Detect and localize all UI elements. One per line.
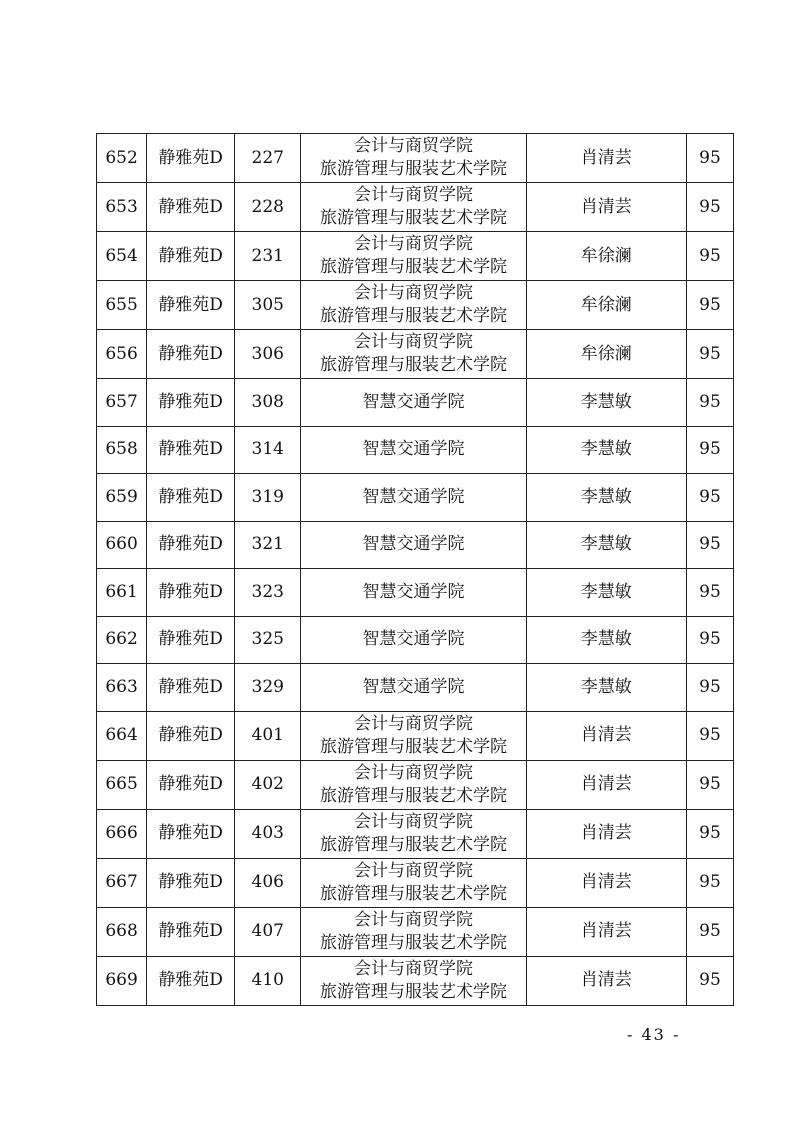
table-row [97, 134, 734, 183]
table-row [97, 711, 734, 760]
building-cell: 静雅苑D [147, 426, 235, 474]
score-cell: 95 [686, 474, 733, 522]
college-name: 会计与商贸学院 [353, 283, 473, 303]
row-number-cell: 653 [97, 183, 147, 232]
college-cell [301, 664, 526, 712]
room-number-cell: 407 [235, 907, 301, 956]
table-row [97, 426, 734, 474]
row-number-cell: 654 [97, 232, 147, 281]
college-cell [301, 616, 526, 664]
college-cell [301, 426, 526, 474]
score-cell: 95 [686, 569, 733, 617]
college-name: 会计与商贸学院 [353, 811, 473, 832]
college-cell [301, 956, 526, 1005]
teacher-name-cell: 李慧敏 [526, 521, 686, 569]
dormitory-score-table-container [96, 133, 734, 1006]
college-name: 会计与商贸学院 [353, 713, 473, 734]
college-cell [301, 569, 526, 617]
building-cell: 静雅苑D [147, 664, 235, 712]
room-number-cell: 314 [235, 426, 301, 474]
room-number-cell: 321 [235, 521, 301, 569]
teacher-name-cell: 肖清芸 [526, 956, 686, 1005]
room-number-cell: 319 [235, 474, 301, 522]
row-number-cell: 657 [97, 379, 147, 427]
score-cell: 95 [686, 379, 733, 427]
building-cell: 静雅苑D [147, 809, 235, 858]
room-number-cell: 403 [235, 809, 301, 858]
college-name: 智慧交通学院 [362, 391, 465, 412]
college-name: 智慧交通学院 [362, 581, 465, 602]
room-number-cell: 410 [235, 956, 301, 1005]
room-number-cell: 401 [235, 711, 301, 760]
room-number-cell: 323 [235, 569, 301, 617]
college-name: 智慧交通学院 [362, 439, 465, 460]
row-number-cell: 669 [97, 956, 147, 1005]
teacher-name-cell: 牟徐澜 [526, 232, 686, 281]
score-cell: 95 [686, 907, 733, 956]
row-number-cell: 665 [97, 760, 147, 809]
college-name: 旅游管理与服装艺术学院 [319, 785, 507, 806]
teacher-name-cell: 李慧敏 [526, 426, 686, 474]
college-name: 智慧交通学院 [362, 676, 465, 697]
room-number-cell: 231 [235, 232, 301, 281]
college-name: 会计与商贸学院 [353, 234, 473, 254]
table-row [97, 330, 734, 379]
room-number-cell: 406 [235, 858, 301, 907]
room-number-cell: 228 [235, 183, 301, 232]
score-cell: 95 [686, 616, 733, 664]
row-number-cell: 663 [97, 664, 147, 712]
building-cell: 静雅苑D [147, 711, 235, 760]
college-cell [301, 760, 526, 809]
table-body [97, 134, 734, 1006]
teacher-name-cell: 李慧敏 [526, 474, 686, 522]
teacher-name-cell: 李慧敏 [526, 379, 686, 427]
teacher-name-cell: 肖清芸 [526, 809, 686, 858]
row-number-cell: 658 [97, 426, 147, 474]
table-row [97, 379, 734, 427]
college-name: 旅游管理与服装艺术学院 [319, 355, 507, 375]
score-cell: 95 [686, 664, 733, 712]
table-row [97, 474, 734, 522]
building-cell: 静雅苑D [147, 134, 235, 183]
room-number-cell: 329 [235, 664, 301, 712]
teacher-name-cell: 肖清芸 [526, 711, 686, 760]
college-name: 旅游管理与服装艺术学院 [319, 306, 507, 326]
college-cell [301, 858, 526, 907]
college-name: 旅游管理与服装艺术学院 [319, 981, 507, 1002]
score-cell: 95 [686, 134, 733, 183]
building-cell: 静雅苑D [147, 907, 235, 956]
building-cell: 静雅苑D [147, 474, 235, 522]
building-cell: 静雅苑D [147, 616, 235, 664]
score-cell: 95 [686, 330, 733, 379]
row-number-cell: 656 [97, 330, 147, 379]
college-cell [301, 521, 526, 569]
row-number-cell: 667 [97, 858, 147, 907]
building-cell: 静雅苑D [147, 379, 235, 427]
room-number-cell: 227 [235, 134, 301, 183]
college-cell [301, 711, 526, 760]
score-cell: 95 [686, 956, 733, 1005]
college-name: 会计与商贸学院 [353, 762, 473, 783]
row-number-cell: 661 [97, 569, 147, 617]
teacher-name-cell: 牟徐澜 [526, 281, 686, 330]
college-name: 智慧交通学院 [362, 629, 465, 650]
college-name: 会计与商贸学院 [353, 185, 473, 205]
college-cell [301, 474, 526, 522]
teacher-name-cell: 肖清芸 [526, 858, 686, 907]
table-row [97, 664, 734, 712]
building-cell: 静雅苑D [147, 569, 235, 617]
score-cell: 95 [686, 521, 733, 569]
college-name: 会计与商贸学院 [353, 909, 473, 930]
college-cell [301, 809, 526, 858]
college-name: 会计与商贸学院 [353, 958, 473, 979]
table-row [97, 521, 734, 569]
row-number-cell: 659 [97, 474, 147, 522]
building-cell: 静雅苑D [147, 956, 235, 1005]
building-cell: 静雅苑D [147, 858, 235, 907]
score-cell: 95 [686, 426, 733, 474]
college-cell [301, 183, 526, 232]
teacher-name-cell: 肖清芸 [526, 183, 686, 232]
college-name: 旅游管理与服装艺术学院 [319, 932, 507, 953]
row-number-cell: 662 [97, 616, 147, 664]
teacher-name-cell: 肖清芸 [526, 907, 686, 956]
row-number-cell: 666 [97, 809, 147, 858]
room-number-cell: 325 [235, 616, 301, 664]
room-number-cell: 306 [235, 330, 301, 379]
score-cell: 95 [686, 809, 733, 858]
score-cell: 95 [686, 760, 733, 809]
teacher-name-cell: 肖清芸 [526, 760, 686, 809]
college-cell [301, 134, 526, 183]
table-row [97, 956, 734, 1005]
college-name: 旅游管理与服装艺术学院 [319, 736, 507, 757]
college-cell [301, 281, 526, 330]
college-name: 会计与商贸学院 [353, 136, 473, 156]
college-name: 旅游管理与服装艺术学院 [319, 834, 507, 855]
college-name: 会计与商贸学院 [353, 860, 473, 881]
room-number-cell: 308 [235, 379, 301, 427]
table-row [97, 232, 734, 281]
room-number-cell: 305 [235, 281, 301, 330]
teacher-name-cell: 肖清芸 [526, 134, 686, 183]
college-name: 会计与商贸学院 [353, 332, 473, 352]
college-name: 智慧交通学院 [362, 486, 465, 507]
row-number-cell: 660 [97, 521, 147, 569]
teacher-name-cell: 牟徐澜 [526, 330, 686, 379]
college-cell [301, 907, 526, 956]
college-cell [301, 379, 526, 427]
building-cell: 静雅苑D [147, 183, 235, 232]
table-row [97, 569, 734, 617]
table-row [97, 281, 734, 330]
table-row [97, 760, 734, 809]
page-number: - 43 - [627, 1025, 681, 1044]
building-cell: 静雅苑D [147, 281, 235, 330]
table-row [97, 858, 734, 907]
row-number-cell: 652 [97, 134, 147, 183]
college-name: 智慧交通学院 [362, 534, 465, 555]
college-name: 旅游管理与服装艺术学院 [319, 208, 507, 228]
score-cell: 95 [686, 858, 733, 907]
score-cell: 95 [686, 232, 733, 281]
score-cell: 95 [686, 183, 733, 232]
table-row [97, 907, 734, 956]
teacher-name-cell: 李慧敏 [526, 569, 686, 617]
room-number-cell: 402 [235, 760, 301, 809]
college-cell [301, 330, 526, 379]
score-cell: 95 [686, 281, 733, 330]
table-row [97, 183, 734, 232]
table-row [97, 809, 734, 858]
college-name: 旅游管理与服装艺术学院 [319, 883, 507, 904]
building-cell: 静雅苑D [147, 232, 235, 281]
college-name: 旅游管理与服装艺术学院 [319, 159, 507, 179]
teacher-name-cell: 李慧敏 [526, 664, 686, 712]
table-row [97, 616, 734, 664]
teacher-name-cell: 李慧敏 [526, 616, 686, 664]
row-number-cell: 655 [97, 281, 147, 330]
dormitory-score-table [96, 133, 734, 1006]
college-name: 旅游管理与服装艺术学院 [319, 257, 507, 277]
score-cell: 95 [686, 711, 733, 760]
building-cell: 静雅苑D [147, 760, 235, 809]
building-cell: 静雅苑D [147, 330, 235, 379]
row-number-cell: 664 [97, 711, 147, 760]
row-number-cell: 668 [97, 907, 147, 956]
building-cell: 静雅苑D [147, 521, 235, 569]
college-cell [301, 232, 526, 281]
